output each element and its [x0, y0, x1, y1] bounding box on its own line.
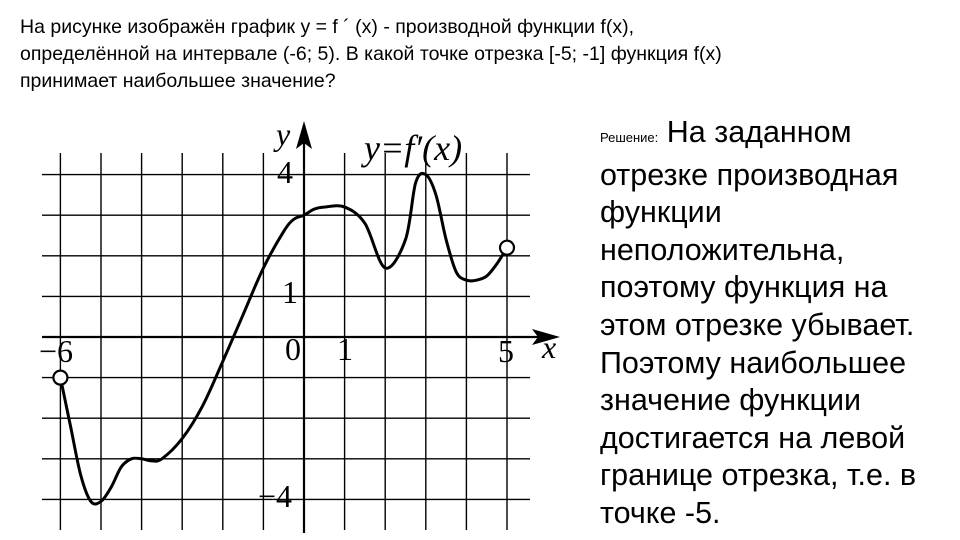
- question-text: [20, 14, 940, 95]
- solution-line: Поэтому наибольшее: [600, 345, 907, 380]
- derivative-graph: [0, 105, 570, 535]
- solution-first-line: [600, 114, 945, 157]
- solution-line: значение функции: [600, 383, 862, 418]
- x-tick-label: 0: [285, 331, 301, 367]
- solution-line: функции: [600, 195, 722, 230]
- question-line: определённой на интервале (-6; 5). В какой точке отрезка [-5; -1] функция f(x): [20, 43, 722, 65]
- y-tick-label: −4: [258, 478, 293, 514]
- solution-line: границе отрезка, т.е. в: [600, 458, 917, 493]
- x-axis-label: x: [542, 329, 557, 365]
- solution-line: достигается на левой: [600, 420, 906, 455]
- x-tick-label: 5: [498, 333, 514, 369]
- solution-line: отрезке производная: [600, 157, 899, 192]
- solution-label: Решение:: [600, 130, 659, 145]
- open-endpoint-left: [53, 371, 67, 385]
- open-endpoint-right: [500, 241, 514, 255]
- solution-line: точке -5.: [600, 495, 721, 530]
- solution-line: На заданном: [666, 115, 852, 149]
- solution-text: [600, 114, 945, 533]
- question-line: принимает наибольшее значение?: [20, 70, 336, 92]
- derivative-curve: [60, 173, 507, 504]
- y-tick-label: 4: [277, 154, 293, 190]
- chart-title: y=f′(x): [364, 128, 463, 168]
- question-line: На рисунке изображён график у = f ´ (х) - производной функции f(x),: [20, 16, 634, 38]
- y-axis-label: y: [276, 116, 291, 152]
- x-tick-label: 1: [337, 331, 353, 367]
- solution-line: этом отрезке убывает.: [600, 307, 915, 342]
- solution-line: поэтому функция на: [600, 270, 888, 305]
- y-tick-label: 1: [282, 274, 298, 310]
- solution-line: неположительна,: [600, 232, 845, 267]
- x-tick-label: −6: [39, 333, 74, 369]
